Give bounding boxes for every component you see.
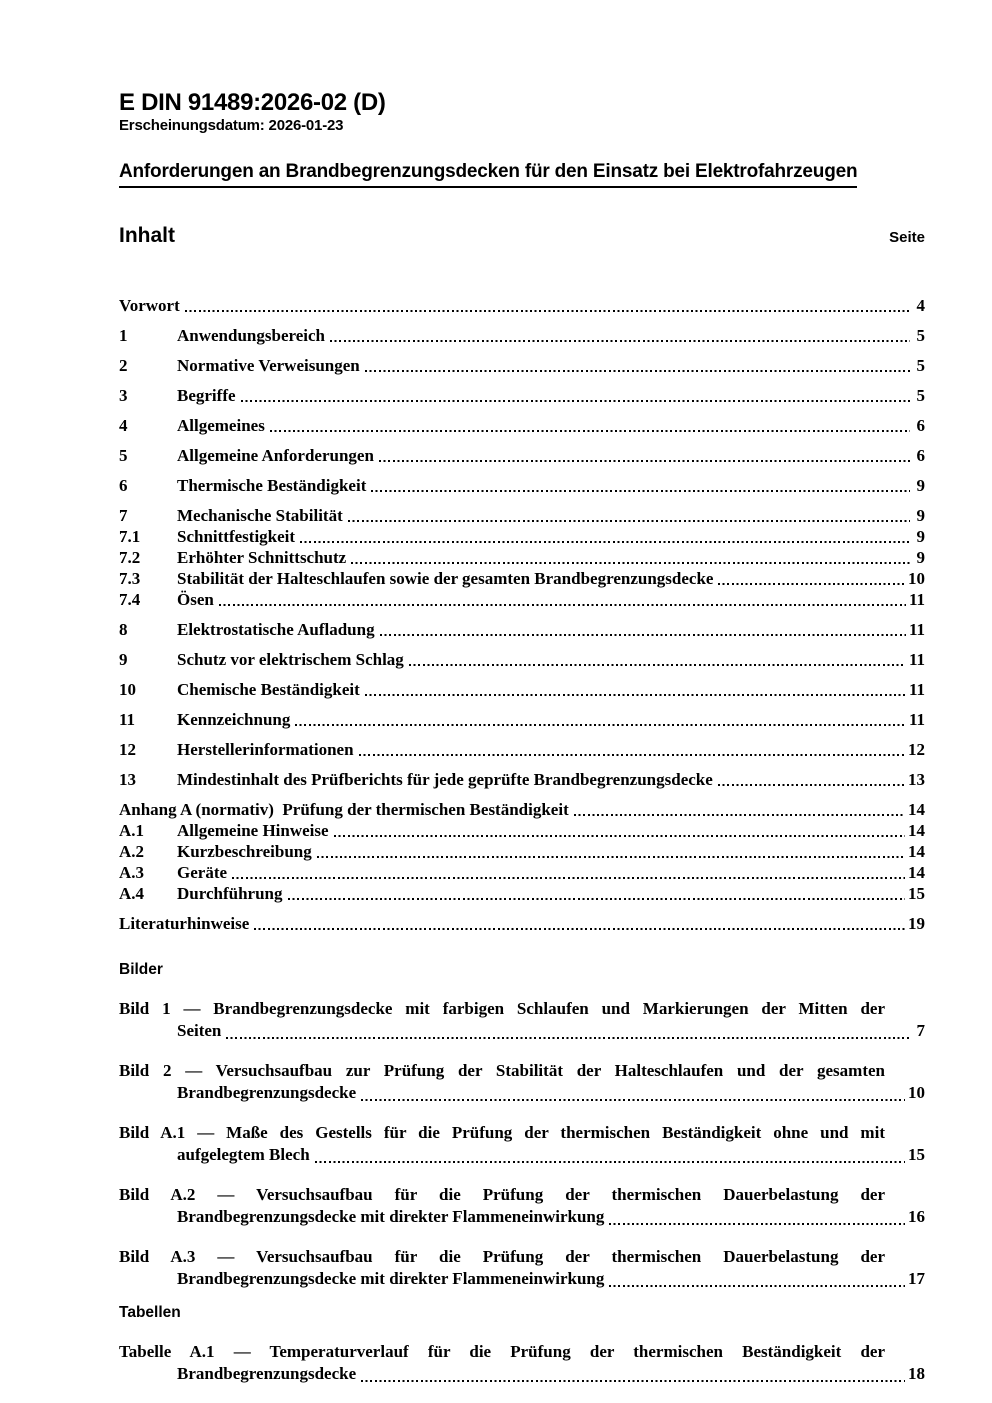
toc-entry-page: 6 (916, 446, 925, 465)
toc-header-row (119, 224, 925, 248)
toc-entry-number: 5 (119, 446, 128, 465)
figure-entry-continuation-line (177, 1268, 925, 1290)
toc-entry-number: A.2 (119, 842, 145, 861)
toc-entry-page: 14 (908, 800, 925, 819)
toc-entry-number: 7.4 (119, 590, 141, 609)
dotted-leader (185, 310, 910, 312)
toc-entry-title: Literaturhinweise (119, 914, 250, 933)
figure-entry-list (119, 998, 925, 1290)
toc-entry-number: 8 (119, 620, 128, 639)
dotted-leader (361, 1099, 905, 1101)
figure-entry-title: — Versuchsaufbau zur Prüfung der Stabilität der Halteschlaufen und der gesamten (185, 1061, 885, 1080)
toc-entry-page: 11 (908, 710, 925, 729)
toc-entry-page: 19 (908, 914, 925, 933)
dotted-leader (359, 754, 905, 756)
toc-entry-number: A.4 (119, 884, 145, 903)
toc-entry-page: 9 (916, 476, 925, 495)
toc-entry-title: Schutz vor elektrischem Schlag (177, 650, 404, 669)
toc-entry-title: Durchführung (177, 884, 283, 903)
toc-entry-number: 7.3 (119, 569, 141, 588)
toc-entry-number: 13 (119, 770, 136, 789)
dotted-leader (300, 541, 910, 543)
toc-entry-number: 7.2 (119, 548, 141, 567)
toc-entry-page: 14 (908, 821, 925, 840)
figure-entry-label: Bild A.3 (119, 1247, 196, 1266)
toc-entry-page: 11 (908, 650, 925, 669)
dotted-leader (409, 664, 906, 666)
dotted-leader (241, 400, 910, 402)
toc-entry-title: Mindestinhalt des Prüfberichts für jede geprüfte Brandbegrenzungsdecke (177, 770, 713, 789)
toc-entry-page: 11 (908, 680, 925, 699)
toc-entry-title: Allgemeine Anforderungen (177, 446, 374, 465)
dotted-leader (361, 1380, 905, 1382)
figures-heading: Bilder (119, 961, 163, 978)
figure-entry-page: 18 (908, 1364, 925, 1383)
figure-entry (119, 1060, 925, 1104)
toc-entry-number: 9 (119, 650, 128, 669)
document-title-wrap (119, 161, 925, 188)
toc-entry-title: Allgemeines (177, 416, 265, 435)
dotted-leader (371, 490, 910, 492)
toc-entry-page: 6 (916, 416, 925, 435)
figure-entry-title-line (119, 998, 925, 1020)
toc-entry (119, 296, 925, 315)
toc-entry-page: 10 (908, 569, 925, 588)
toc-entry-title: Ösen (177, 590, 214, 609)
dotted-leader (365, 694, 906, 696)
toc-entry-title: Allgemeine Hinweise (177, 821, 329, 840)
dotted-leader (365, 370, 910, 372)
toc-entry (119, 800, 925, 819)
table-of-contents (119, 296, 925, 1385)
tables-heading: Tabellen (119, 1304, 181, 1321)
dotted-leader (317, 856, 905, 858)
dotted-leader (380, 634, 906, 636)
dotted-leader (219, 604, 906, 606)
toc-entry-title: Geräte (177, 863, 228, 882)
toc-entry (119, 569, 925, 588)
toc-entry (119, 914, 925, 933)
dotted-leader (379, 460, 910, 462)
figure-entry-continuation: Brandbegrenzungsdecke mit direkter Flammeneinwirkung (177, 1269, 605, 1288)
dotted-leader (351, 562, 910, 564)
figure-entry-title-line (119, 1122, 925, 1144)
dotted-leader (334, 835, 905, 837)
toc-entry (119, 821, 925, 840)
toc-entry (119, 842, 925, 861)
toc-entry-title: Herstellerinformationen (177, 740, 354, 759)
doc-number: E DIN 91489:2026-02 (D) (119, 89, 386, 116)
toc-entry (119, 476, 925, 495)
document-title: Anforderungen an Brandbegrenzungsdecken für den Einsatz bei Elektrofahrzeugen (119, 161, 857, 188)
toc-entry-list (119, 296, 925, 933)
dotted-leader (295, 724, 906, 726)
toc-entry-number: 4 (119, 416, 128, 435)
figure-entry-title: — Maße des Gestells für die Prüfung der thermischen Beständigkeit ohne und mit (197, 1123, 885, 1142)
figure-entry-continuation: Seiten (177, 1021, 222, 1040)
toc-entry-number: 1 (119, 326, 128, 345)
dotted-leader (232, 877, 905, 879)
figure-entry-title: — Versuchsaufbau für die Prüfung der thermischen Dauerbelastung der (217, 1185, 886, 1204)
toc-entry-title: Kennzeichnung (177, 710, 291, 729)
toc-entry-title: Schnittfestigkeit (177, 527, 296, 546)
figure-entry-title-line (119, 1246, 925, 1268)
figure-entry-continuation: aufgelegtem Blech (177, 1145, 310, 1164)
toc-entry-page: 5 (916, 386, 925, 405)
dotted-leader (330, 340, 910, 342)
toc-entry (119, 884, 925, 903)
dotted-leader (718, 784, 905, 786)
dotted-leader (315, 1161, 905, 1163)
toc-entry-page: 11 (908, 620, 925, 639)
toc-entry (119, 620, 925, 639)
toc-entry-number: 2 (119, 356, 128, 375)
toc-entry (119, 356, 925, 375)
toc-heading: Inhalt (119, 224, 175, 247)
figure-entry (119, 1341, 925, 1385)
toc-entry (119, 770, 925, 789)
figure-entry-continuation: Brandbegrenzungsdecke mit direkter Flammeneinwirkung (177, 1207, 605, 1226)
toc-entry-title: Anhang A (normativ) Prüfung der thermischen Beständigkeit (119, 800, 569, 819)
figure-entry-title-line (119, 1341, 925, 1363)
figure-entry (119, 998, 925, 1042)
toc-entry-number: A.1 (119, 821, 145, 840)
figure-entry-label: Bild 2 (119, 1061, 172, 1080)
toc-entry-number: 7.1 (119, 527, 141, 546)
toc-entry (119, 863, 925, 882)
toc-entry-number: 12 (119, 740, 136, 759)
figure-entry-continuation-line (177, 1020, 925, 1042)
toc-entry (119, 590, 925, 609)
figure-entry-continuation-line (177, 1082, 925, 1104)
toc-entry-title: Elektrostatische Aufladung (177, 620, 375, 639)
figure-entry (119, 1122, 925, 1166)
toc-entry (119, 527, 925, 546)
toc-entry-title: Stabilität der Halteschlaufen sowie der gesamten Brandbegrenzungsdecke (177, 569, 714, 588)
dotted-leader (254, 928, 905, 930)
toc-entry-title: Begriffe (177, 386, 236, 405)
toc-entry-page: 13 (908, 770, 925, 789)
toc-entry-title: Mechanische Stabilität (177, 506, 343, 525)
figure-entry-continuation: Brandbegrenzungsdecke (177, 1364, 357, 1383)
toc-entry-page: 15 (908, 884, 925, 903)
toc-entry (119, 740, 925, 759)
figure-entry-page: 15 (908, 1145, 925, 1164)
figure-entry-continuation: Brandbegrenzungsdecke (177, 1083, 357, 1102)
dotted-leader (718, 583, 905, 585)
dotted-leader (609, 1285, 905, 1287)
figure-entry-title: — Brandbegrenzungsdecke mit farbigen Schlaufen und Markierungen der Mitten der (183, 999, 885, 1018)
figure-entry-page: 17 (908, 1269, 925, 1288)
figure-entry-title: — Versuchsaufbau für die Prüfung der thermischen Dauerbelastung der (217, 1247, 886, 1266)
toc-entry (119, 416, 925, 435)
toc-entry (119, 446, 925, 465)
figure-entry-continuation-line (177, 1363, 925, 1385)
toc-entry-page: 9 (916, 506, 925, 525)
dotted-leader (348, 520, 910, 522)
toc-entry-number: 7 (119, 506, 128, 525)
page-column-label: Seite (889, 229, 925, 246)
toc-entry (119, 680, 925, 699)
figure-entry-page: 7 (916, 1021, 925, 1040)
toc-entry-page: 5 (916, 326, 925, 345)
toc-entry-page: 9 (916, 548, 925, 567)
figure-entry (119, 1184, 925, 1228)
toc-entry-page: 14 (908, 842, 925, 861)
figure-entry-title-line (119, 1184, 925, 1206)
toc-entry-title: Kurzbeschreibung (177, 842, 312, 861)
toc-entry-page: 11 (908, 590, 925, 609)
release-date: Erscheinungsdatum: 2026-01-23 (119, 117, 344, 134)
toc-entry-title: Erhöhter Schnittschutz (177, 548, 347, 567)
toc-entry-page: 4 (916, 296, 925, 315)
figure-entry-page: 10 (908, 1083, 925, 1102)
toc-entry-page: 9 (916, 527, 925, 546)
dotted-leader (288, 898, 906, 900)
figure-entry-title: — Temperaturverlauf für die Prüfung der thermischen Beständigkeit der (233, 1342, 886, 1361)
toc-entry-title: Chemische Beständigkeit (177, 680, 360, 699)
dotted-leader (226, 1037, 910, 1039)
figure-entry-page: 16 (908, 1207, 925, 1226)
toc-entry-page: 12 (908, 740, 925, 759)
toc-entry-number: 11 (119, 710, 136, 729)
toc-entry-number: 6 (119, 476, 128, 495)
figure-entry-label: Bild A.2 (119, 1185, 196, 1204)
figure-entry-continuation-line (177, 1206, 925, 1228)
table-entry-list (119, 1341, 925, 1385)
figure-entry-label: Tabelle A.1 (119, 1342, 215, 1361)
toc-entry (119, 650, 925, 669)
toc-entry (119, 326, 925, 345)
toc-entry-title: Normative Verweisungen (177, 356, 360, 375)
toc-entry (119, 548, 925, 567)
dotted-leader (270, 430, 910, 432)
figure-entry-label: Bild A.1 (119, 1123, 186, 1142)
toc-entry (119, 710, 925, 729)
toc-entry-title: Anwendungsbereich (177, 326, 325, 345)
dotted-leader (609, 1223, 905, 1225)
figure-entry-label: Bild 1 (119, 999, 171, 1018)
toc-entry (119, 506, 925, 525)
figure-entry-continuation-line (177, 1144, 925, 1166)
toc-entry-page: 5 (916, 356, 925, 375)
toc-entry-title: Thermische Beständigkeit (177, 476, 367, 495)
toc-entry (119, 386, 925, 405)
dotted-leader (574, 814, 905, 816)
figure-entry-title-line (119, 1060, 925, 1082)
toc-entry-title: Vorwort (119, 296, 180, 315)
toc-entry-number: 3 (119, 386, 128, 405)
figure-entry (119, 1246, 925, 1290)
toc-entry-number: A.3 (119, 863, 145, 882)
toc-entry-number: 10 (119, 680, 136, 699)
toc-entry-page: 14 (908, 863, 925, 882)
